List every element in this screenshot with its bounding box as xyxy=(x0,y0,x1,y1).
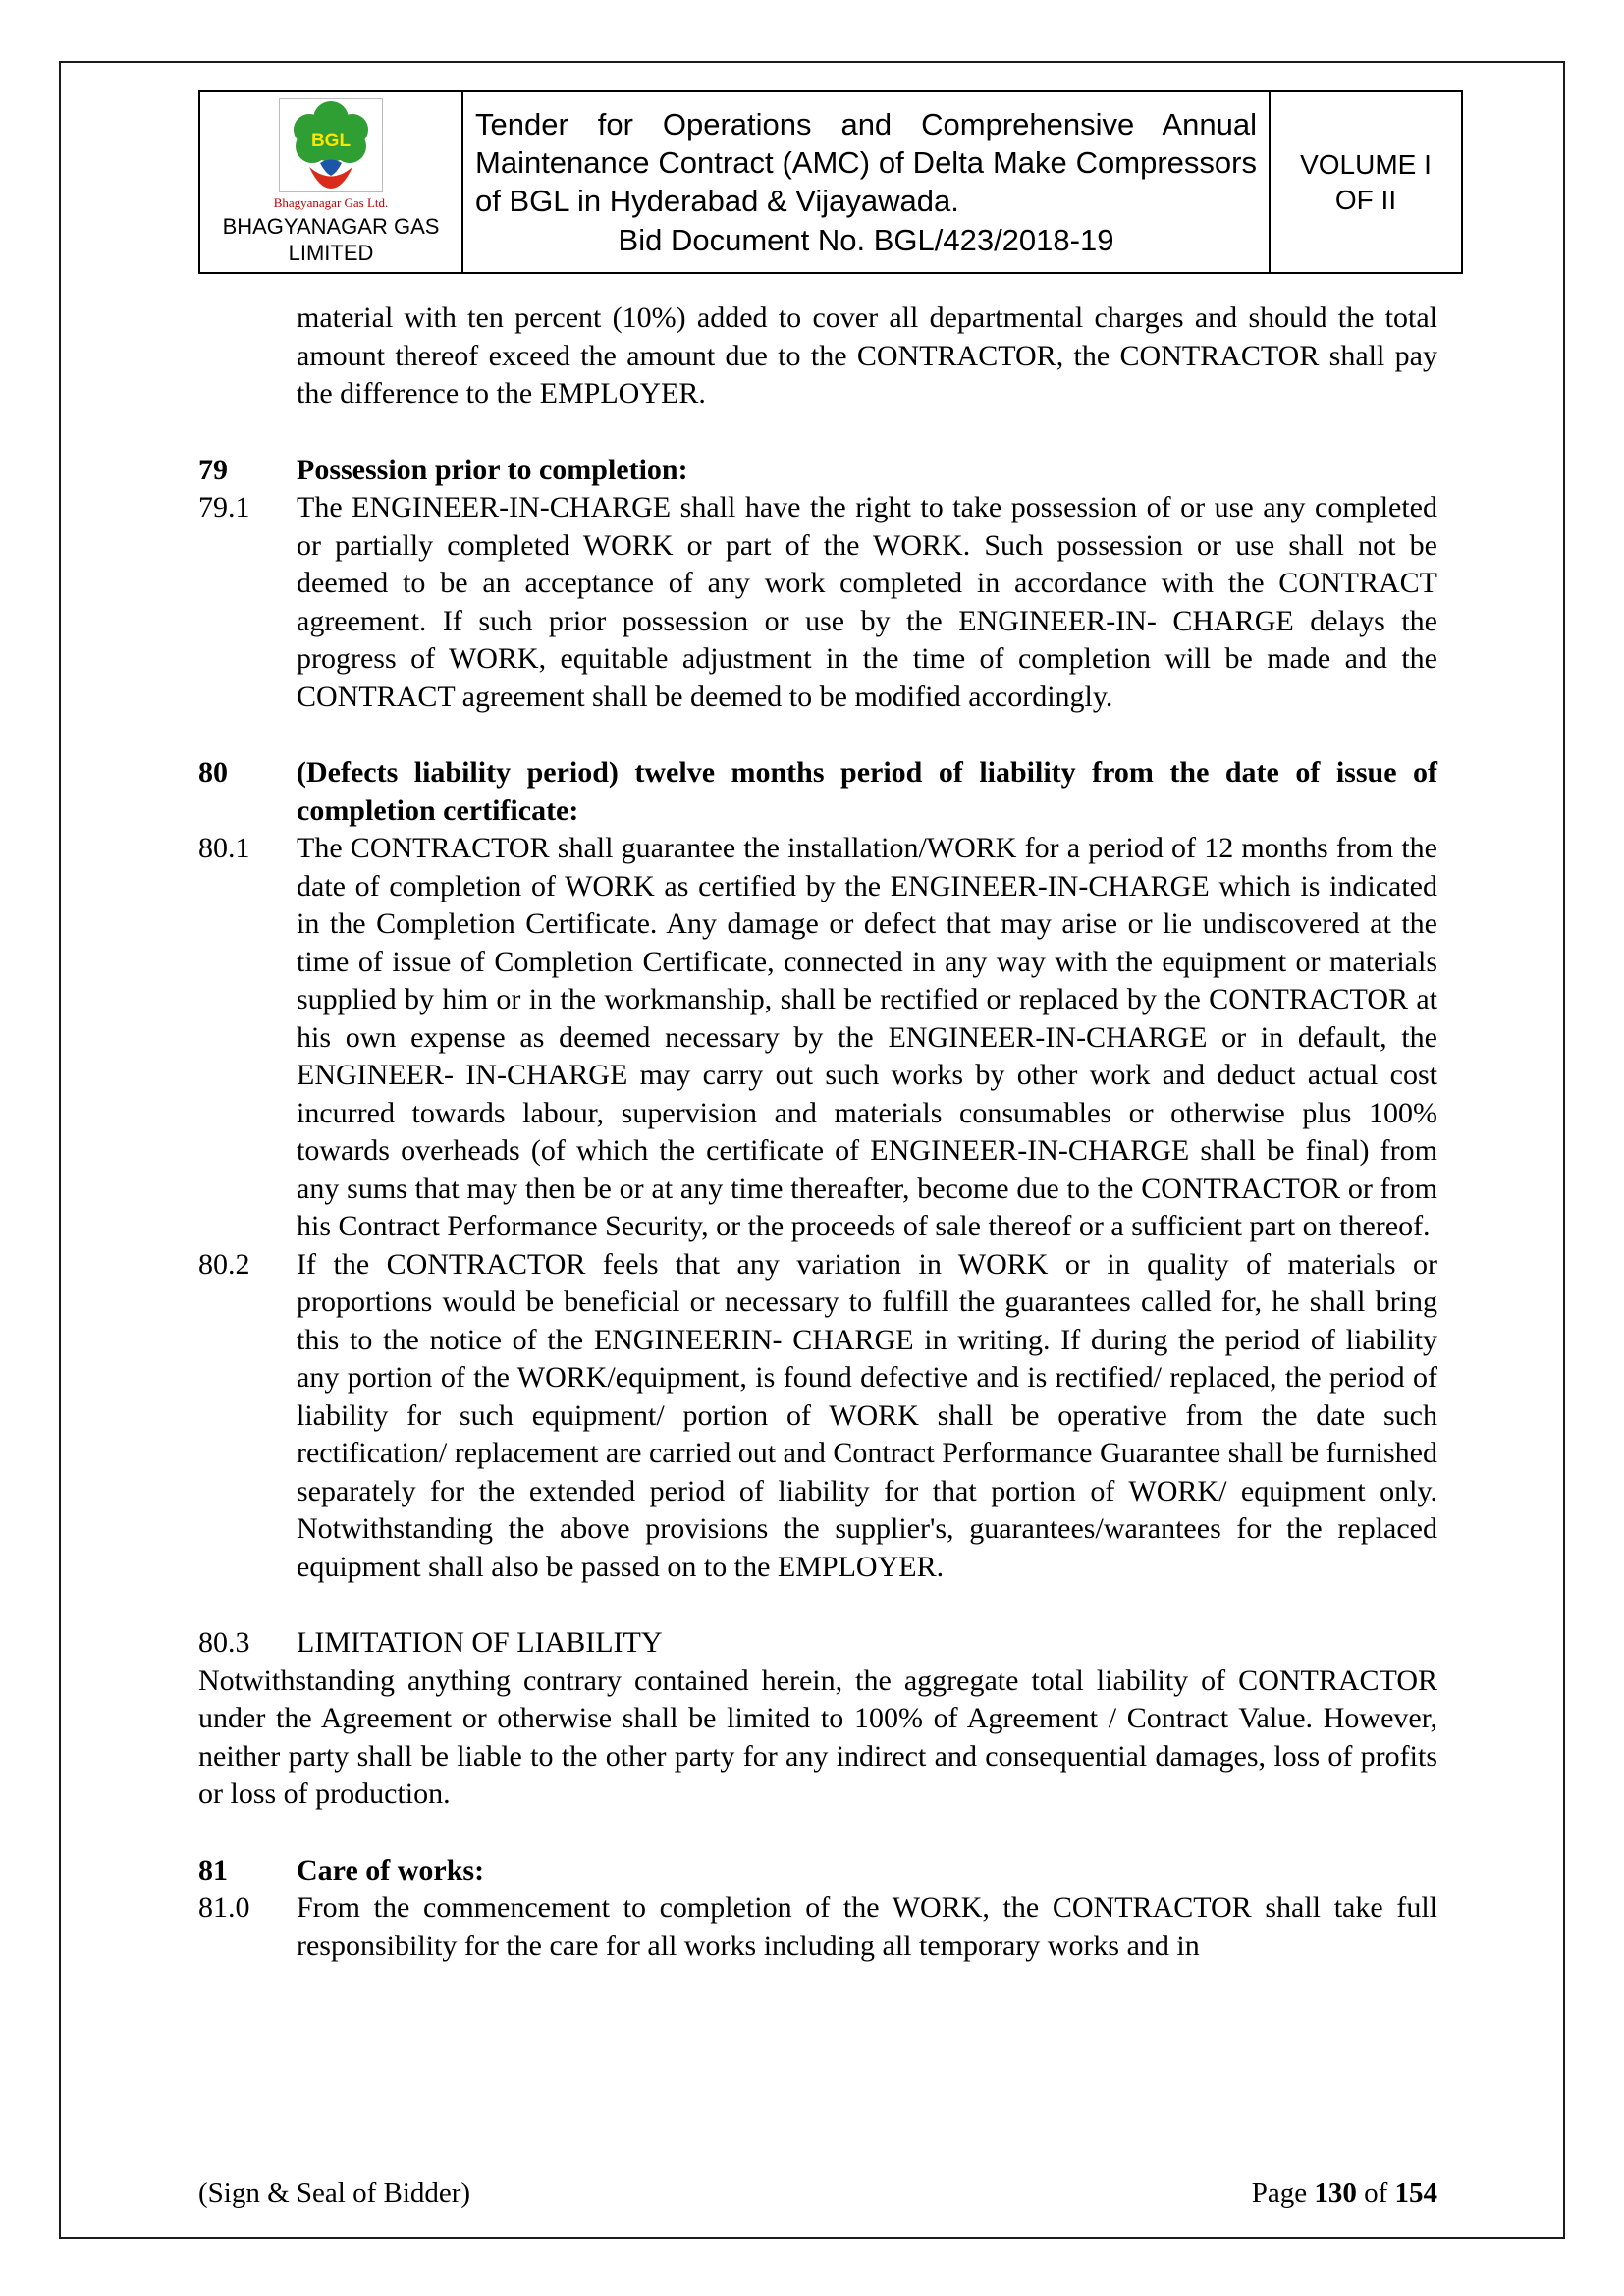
title-cell xyxy=(462,91,1270,273)
limitation-paragraph: Notwithstanding anything contrary contained herein, the aggregate total liability of CONTRACTOR under the Agreement or otherwise shall be limited to 100% of Agreement / Contract Value. However, neither party shall be liable to the other party for any indirect and consequential damages, loss of profits or loss of production. xyxy=(198,1664,1437,1810)
footer-page-total: 154 xyxy=(1394,2177,1437,2209)
org-name xyxy=(212,213,450,266)
company-logo xyxy=(279,98,383,192)
org-name-line1: BHAGYANAGAR GAS xyxy=(222,214,440,239)
volume-cell xyxy=(1270,91,1462,273)
footer-page-info xyxy=(1252,2177,1437,2210)
clause-text: The ENGINEER-IN-CHARGE shall have the right to take possession of or use any completed or partially completed WORK or part of the WORK. Such possession or use shall not be deemed to be an acceptance of any work completed in accordance with the CONTRACT agreement. If such prior possession or use by the ENGINEER-IN- CHARGE delays the progress of WORK, equitable adjustment in the time of completion will be made and the CONTRACT agreement shall be deemed to be modified accordingly. xyxy=(297,491,1437,713)
bid-doc-no: Bid Document No. BGL/423/2018-19 xyxy=(618,222,1114,257)
clause-number: 80.2 xyxy=(198,1247,250,1281)
intro-paragraph: material with ten percent (10%) added to cover all departmental charges and should the total amount thereof exceed the amount due to the CONTRACTOR, the CONTRACTOR shall pay the difference to the EMPLOYER. xyxy=(297,301,1437,410)
page-footer xyxy=(198,2177,1437,2210)
tender-title: Tender for Operations and Comprehensive Annual Maintenance Contract (AMC) of Delta Make Compressors of BGL in Hyderabad & Vijayawada. xyxy=(475,106,1257,218)
clause-text: From the commencement to completion of the WORK, the CONTRACTOR shall take full responsibility for the care for all works including all temporary works and in xyxy=(297,1891,1437,1962)
footer-sign-seal: (Sign & Seal of Bidder) xyxy=(198,2177,471,2209)
clause-heading-text: Possession prior to completion: xyxy=(297,453,688,486)
clause-heading-text: (Defects liability period) twelve months period of liability from the date of issue of completion certificate: xyxy=(297,756,1437,827)
logo-caption: Bhagyanagar Gas Ltd. xyxy=(273,195,389,210)
clause-80-3 xyxy=(198,1624,1437,1663)
clause-text: If the CONTRACTOR feels that any variation in WORK or in quality of materials or proportions would be beneficial or necessary to fulfill the guarantees called for, he shall bring this to the notice of the ENGINEERIN- CHARGE in writing. If during the period of liability any portion of the WORK/equipment, is found defective and is rectified/ replaced, the period of liability for such equipment/ portion of WORK shall be operative from the date such rectification/ replacement are carried out and Contract Performance Guarantee shall be furnished separately for the extended period of liability for that portion of WORK/ equipment only. Notwithstanding the above provisions the supplier's, guarantees/warantees for the replaced equipment shall also be passed on to the EMPLOYER. xyxy=(297,1247,1437,1583)
header-table xyxy=(198,90,1463,274)
clause-80 xyxy=(198,754,1437,830)
clause-80-1 xyxy=(198,830,1437,1246)
footer-of-word: of xyxy=(1364,2177,1388,2209)
clause-text: The CONTRACTOR shall guarantee the installation/WORK for a period of 12 months from the date of completion of WORK as certified by the ENGINEER-IN-CHARGE which is indicated in the Completion Certificate. Any damage or defect that may arise or lie undiscovered at the time of issue of Completion Certificate, connected in any way with the equipment or materials supplied by him or in the workmanship, shall be rectified or replaced by the CONTRACTOR at his own expense as deemed necessary by the ENGINEER-IN-CHARGE or in default, the ENGINEER- IN-CHARGE may carry out such works by other work and deduct actual cost incurred towards labour, supervision and materials consumables or otherwise plus 100% towards overheads (of which the certificate of ENGINEER-IN-CHARGE shall be final) from any sums that may then be or at any time thereafter, become due to the CONTRACTOR or from his Contract Performance Security, or the proceeds of sale thereof or a sufficient part on thereof. xyxy=(297,832,1437,1242)
clause-number: 80 xyxy=(198,756,228,789)
footer-page-current: 130 xyxy=(1314,2177,1357,2209)
logo-monogram: BGL xyxy=(310,131,352,151)
clause-heading-text: Care of works: xyxy=(297,1853,485,1886)
logo-cell xyxy=(199,91,462,273)
clause-number: 81 xyxy=(198,1853,228,1886)
document-body xyxy=(198,300,1463,1965)
page-content xyxy=(198,90,1463,1965)
clause-number: 81.0 xyxy=(198,1891,250,1924)
clause-81-0 xyxy=(198,1889,1437,1965)
volume-line2: OF II xyxy=(1334,184,1397,215)
org-name-line2: LIMITED xyxy=(288,241,374,265)
clause-80-2 xyxy=(198,1246,1437,1587)
clause-number: 80.3 xyxy=(198,1626,250,1659)
clause-81 xyxy=(198,1852,1437,1890)
footer-page-word: Page xyxy=(1251,2177,1308,2209)
clause-number: 79 xyxy=(198,453,228,486)
clause-79-1 xyxy=(198,489,1437,716)
clause-79 xyxy=(198,452,1437,490)
clause-number: 80.1 xyxy=(198,832,250,864)
volume-line1: VOLUME I xyxy=(1300,148,1432,180)
bgl-tree-logo-icon xyxy=(282,100,380,191)
clause-number: 79.1 xyxy=(198,491,250,523)
clause-subheading-text: LIMITATION OF LIABILITY xyxy=(297,1626,663,1659)
